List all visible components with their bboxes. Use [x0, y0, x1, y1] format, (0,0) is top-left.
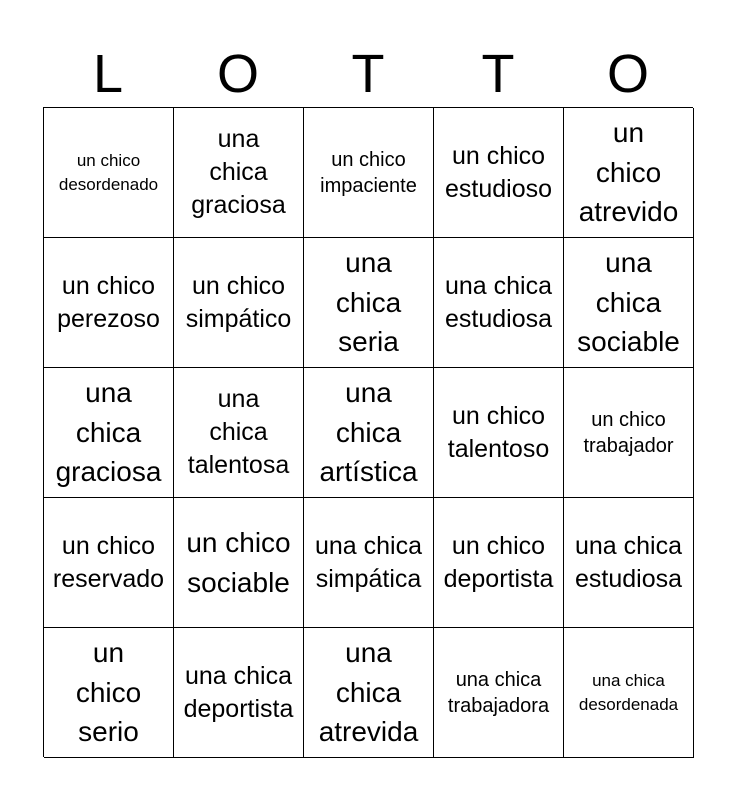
board-cell[interactable]: una chica sociable	[564, 238, 694, 368]
board-cell[interactable]: una chica deportista	[174, 628, 304, 758]
board-cell[interactable]: un chico atrevido	[564, 108, 694, 238]
board-cell[interactable]: un chico deportista	[434, 498, 564, 628]
board-cell[interactable]: una chica seria	[304, 238, 434, 368]
title-letter: O	[606, 44, 649, 104]
lotto-title	[43, 40, 693, 108]
board-cell[interactable]: un chico trabajador	[564, 368, 694, 498]
title-letter: O	[216, 44, 259, 104]
lotto-board	[43, 107, 693, 757]
board-cell[interactable]: una chica estudiosa	[564, 498, 694, 628]
board-cell[interactable]: una chica estudiosa	[434, 238, 564, 368]
board-cell[interactable]: un chico perezoso	[44, 238, 174, 368]
title-letter: T	[481, 44, 515, 104]
board-cell[interactable]: una chica simpática	[304, 498, 434, 628]
board-cell[interactable]: un chico serio	[44, 628, 174, 758]
board-cell[interactable]: un chico desordenado	[44, 108, 174, 238]
board-cell[interactable]: un chico talentoso	[434, 368, 564, 498]
board-cell[interactable]: un chico sociable	[174, 498, 304, 628]
board-cell[interactable]: un chico reservado	[44, 498, 174, 628]
board-cell[interactable]: una chica graciosa	[44, 368, 174, 498]
title-letter: T	[351, 44, 385, 104]
board-cell[interactable]: una chica desordenada	[564, 628, 694, 758]
title-letter: L	[92, 44, 124, 104]
board-cell[interactable]: una chica atrevida	[304, 628, 434, 758]
board-cell[interactable]: un chico simpático	[174, 238, 304, 368]
board-cell[interactable]: un chico impaciente	[304, 108, 434, 238]
board-cell[interactable]: una chica artística	[304, 368, 434, 498]
board-cell[interactable]: un chico estudioso	[434, 108, 564, 238]
board-cell[interactable]: una chica graciosa	[174, 108, 304, 238]
board-cell[interactable]: una chica talentosa	[174, 368, 304, 498]
board-cell[interactable]: una chica trabajadora	[434, 628, 564, 758]
